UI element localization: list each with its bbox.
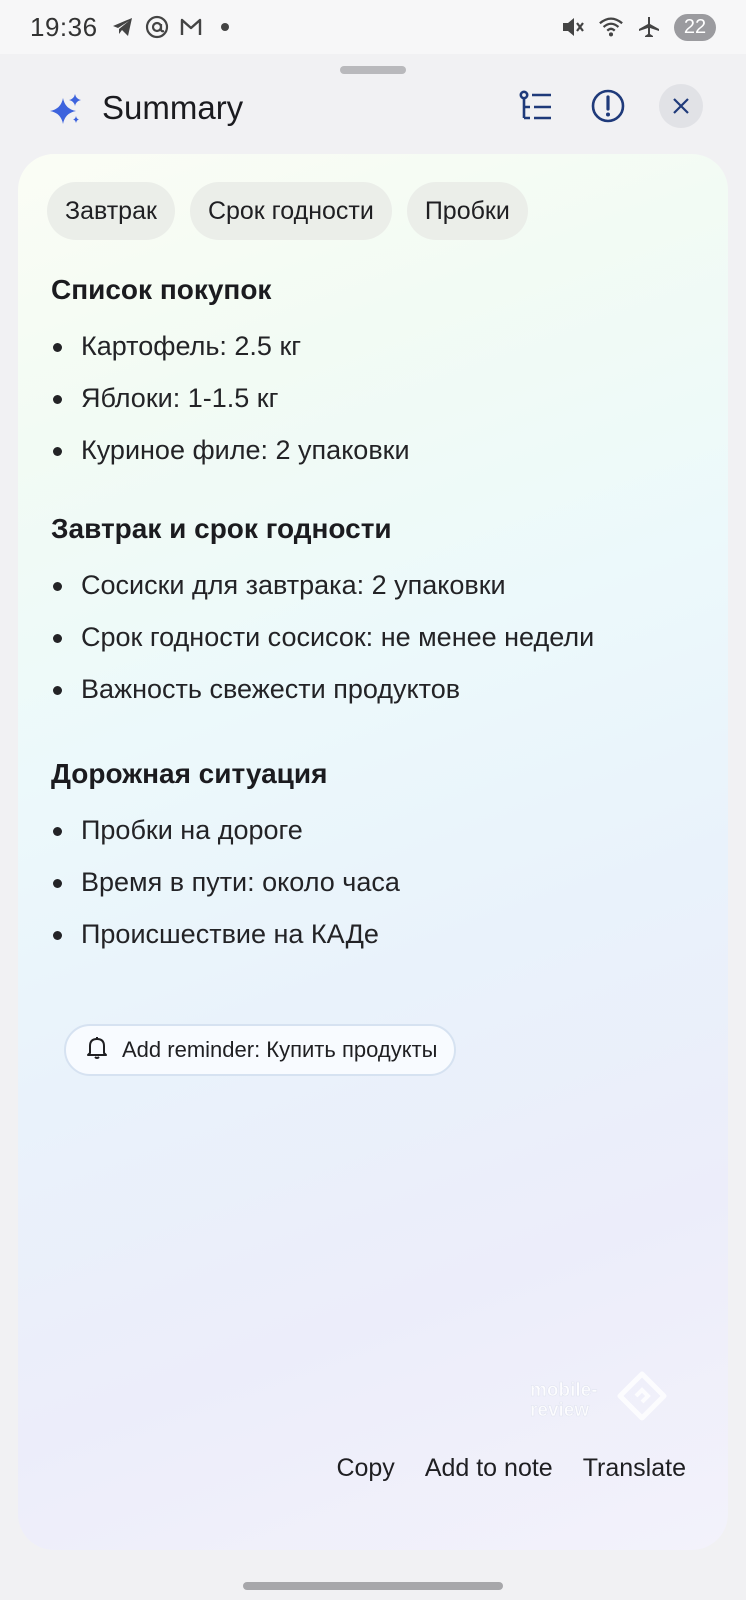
status-bar-right bbox=[560, 14, 716, 41]
dot-icon bbox=[212, 14, 238, 40]
list-item: Происшествие на КАДе bbox=[51, 908, 400, 960]
copy-button[interactable]: Copy bbox=[336, 1454, 395, 1482]
watermark-text: review bbox=[530, 1400, 590, 1421]
list-item: Срок годности сосисок: не менее недели bbox=[51, 611, 594, 663]
battery-level: 22 bbox=[674, 14, 716, 41]
list-item: Сосиски для завтрака: 2 упаковки bbox=[51, 559, 594, 611]
summary-section bbox=[51, 509, 594, 715]
bullet-list bbox=[51, 320, 410, 476]
list-item: Важность свежести продуктов bbox=[51, 663, 594, 715]
info-icon[interactable] bbox=[586, 84, 630, 128]
sparkle-icon bbox=[48, 92, 84, 128]
list-item: Яблоки: 1-1.5 кг bbox=[51, 372, 410, 424]
summary-card bbox=[18, 154, 728, 1550]
mail-icon bbox=[178, 14, 204, 40]
chip-keyword[interactable]: Завтрак bbox=[47, 182, 175, 240]
at-icon bbox=[144, 14, 170, 40]
clock: 19:36 bbox=[30, 11, 98, 42]
action-bar bbox=[336, 1454, 686, 1483]
page-title: Summary bbox=[102, 89, 244, 126]
wifi-icon bbox=[598, 14, 624, 40]
status-bar-left bbox=[30, 12, 238, 43]
chip-keyword[interactable]: Срок годности bbox=[190, 182, 392, 240]
bullet-list bbox=[51, 804, 400, 960]
close-icon[interactable] bbox=[659, 84, 703, 128]
sheet-drag-handle[interactable] bbox=[340, 66, 406, 74]
watermark-text: mobile- bbox=[530, 1380, 598, 1401]
summary-section bbox=[51, 754, 400, 960]
list-icon[interactable] bbox=[514, 84, 558, 128]
telegram-icon bbox=[110, 14, 136, 40]
mute-icon bbox=[560, 14, 586, 40]
list-item: Время в пути: около часа bbox=[51, 856, 400, 908]
list-item: Куриное филе: 2 упаковки bbox=[51, 424, 410, 476]
translate-button[interactable]: Translate bbox=[582, 1454, 686, 1482]
keyword-chips bbox=[47, 182, 528, 240]
list-item: Пробки на дороге bbox=[51, 804, 400, 856]
bullet-list bbox=[51, 559, 594, 715]
list-item: Картофель: 2.5 кг bbox=[51, 320, 410, 372]
bell-icon bbox=[84, 1034, 110, 1066]
section-title: Список покупок bbox=[51, 274, 272, 305]
gesture-nav-bar[interactable] bbox=[243, 1582, 503, 1590]
section-title: Дорожная ситуация bbox=[51, 758, 328, 789]
add-reminder-button[interactable] bbox=[64, 1024, 456, 1076]
summary-section bbox=[51, 270, 410, 476]
chip-keyword[interactable]: Пробки bbox=[407, 182, 528, 240]
add-to-note-button[interactable]: Add to note bbox=[424, 1454, 553, 1482]
status-bar bbox=[0, 0, 746, 54]
airplane-icon bbox=[636, 14, 662, 40]
watermark-logo bbox=[530, 1362, 670, 1442]
section-title: Завтрак и срок годности bbox=[51, 513, 392, 544]
reminder-label: Add reminder: Купить продукты bbox=[122, 1037, 438, 1062]
summary-header bbox=[0, 80, 746, 140]
